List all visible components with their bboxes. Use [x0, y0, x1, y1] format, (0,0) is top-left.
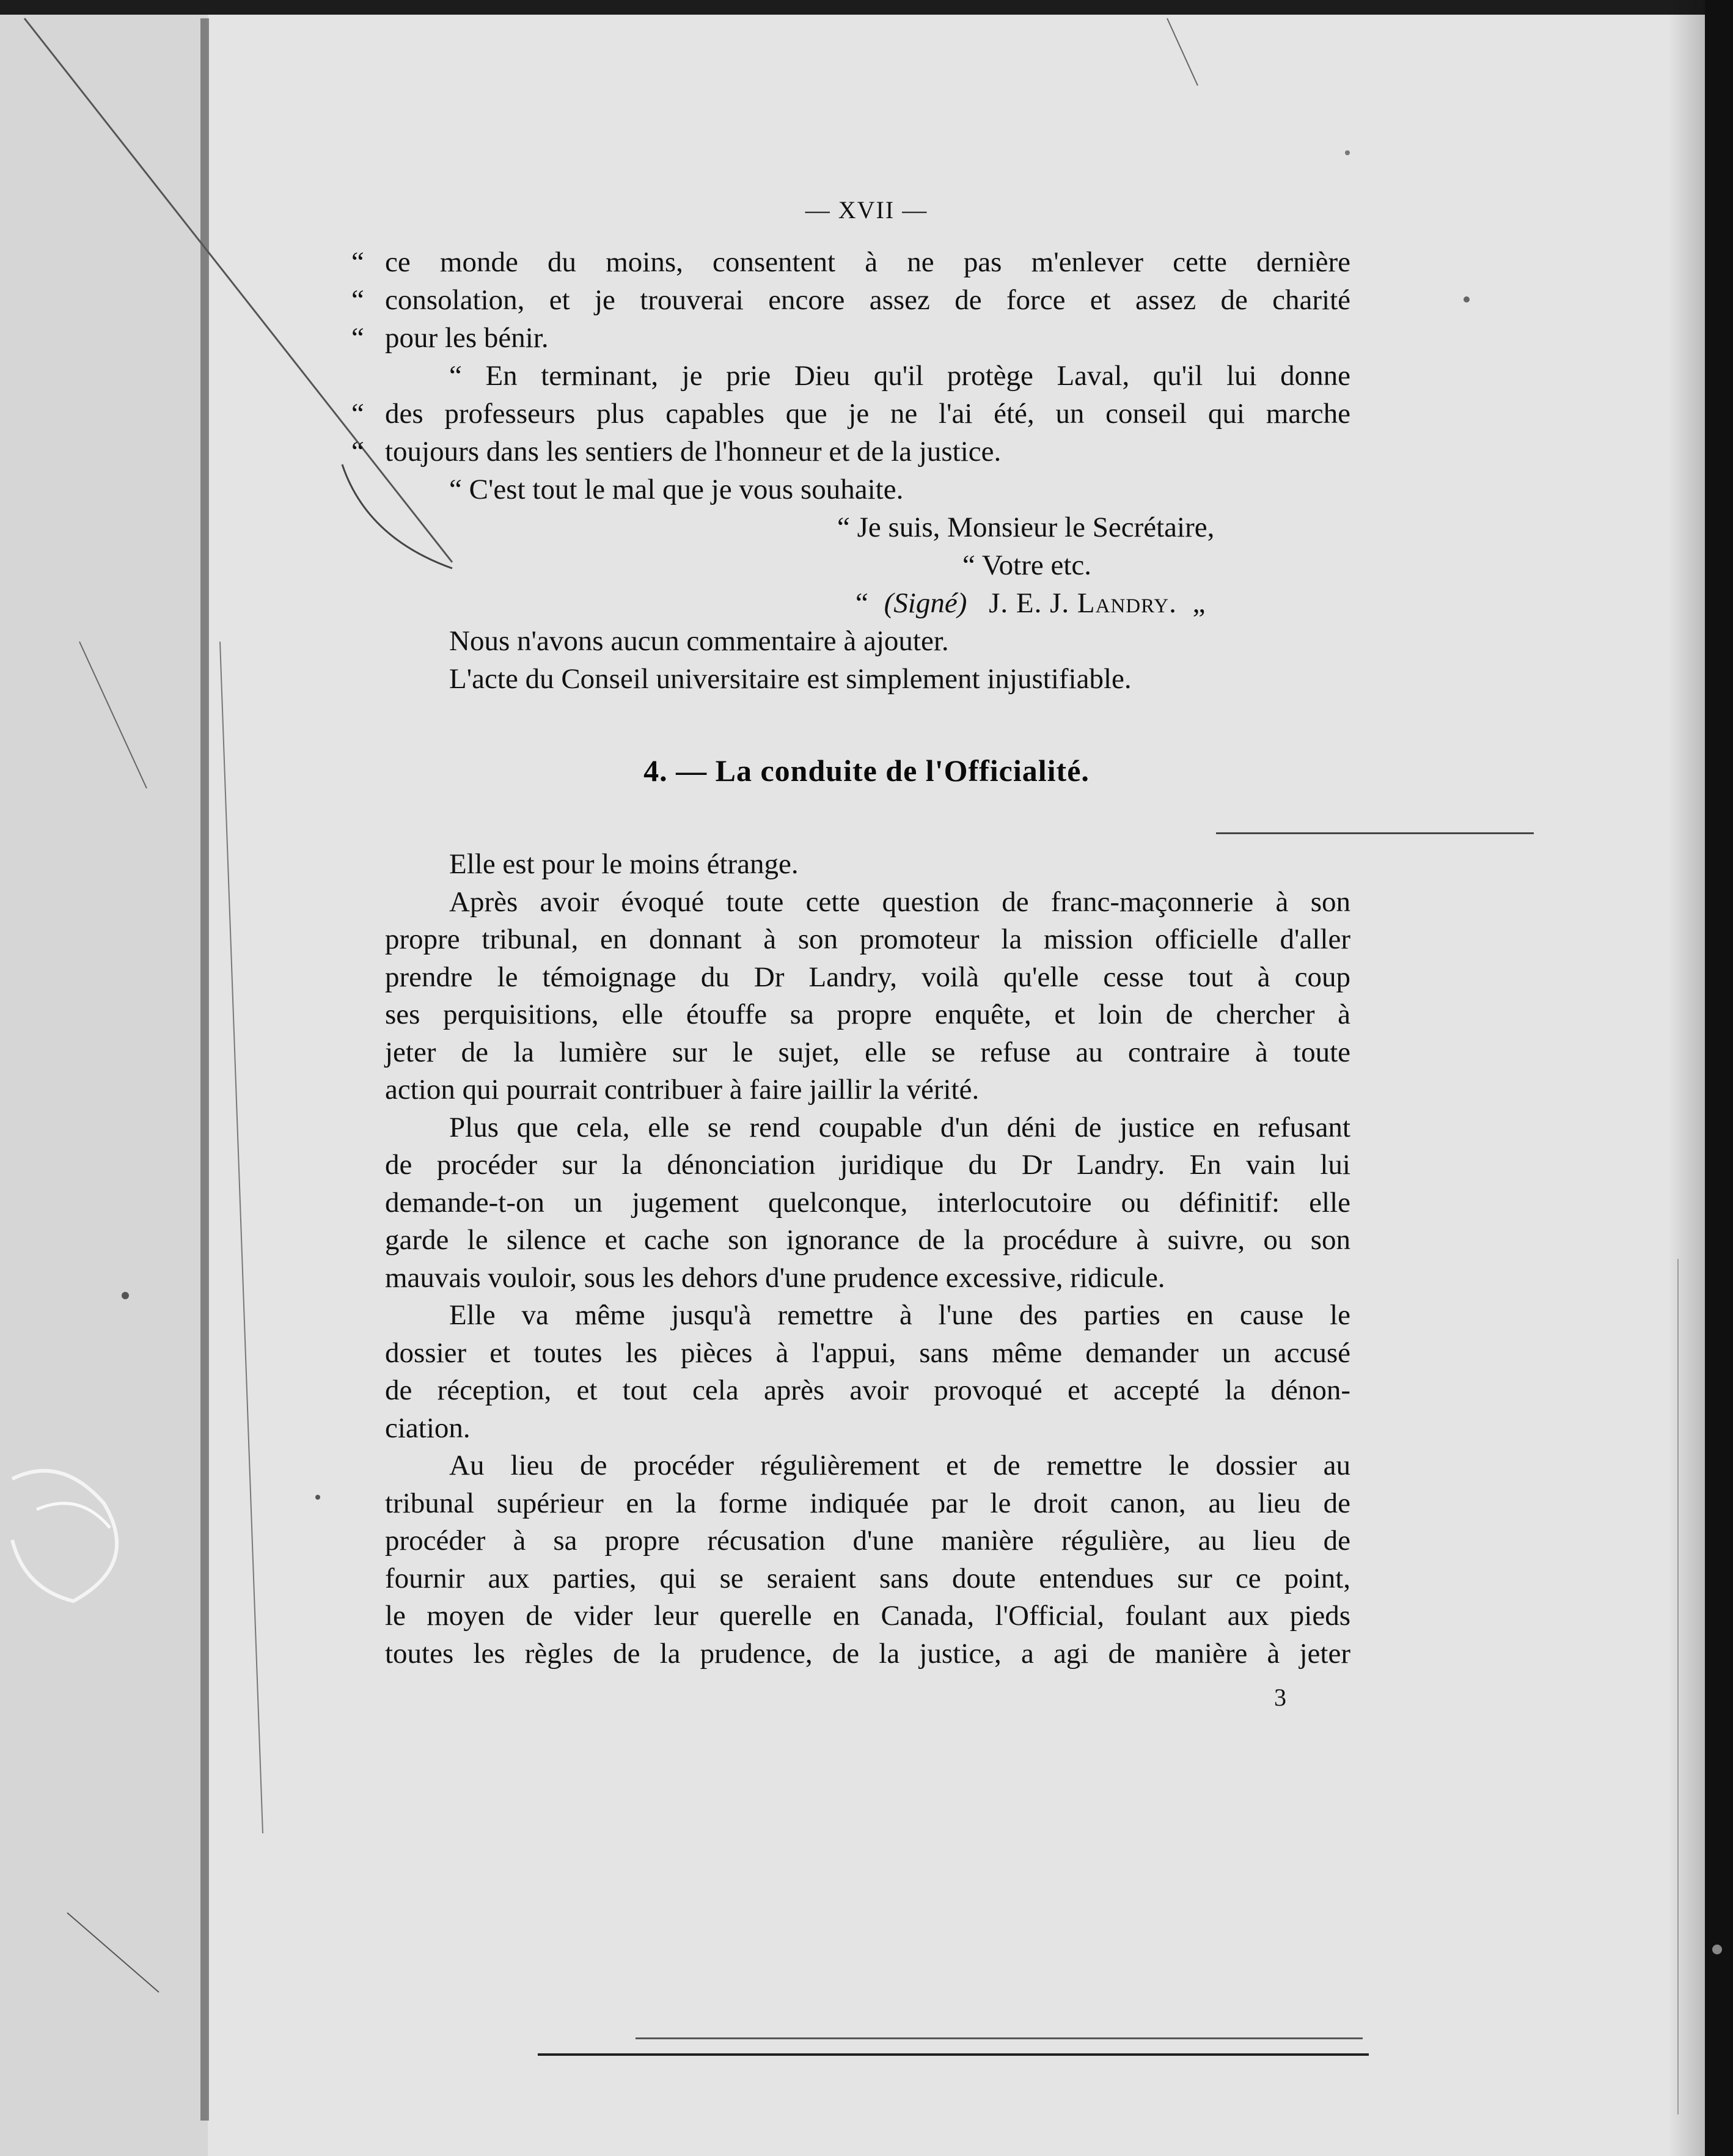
comment-line-2: L'acte du Conseil universitaire est simplement injustifiable.: [449, 663, 1132, 695]
letter-paragraph-3: “ C'est tout le mal que je vous souhaite.: [449, 474, 904, 505]
body-line: dossier et toutes les pièces à l'appui, sans même demander un accusé: [385, 1336, 1350, 1369]
page-number: 3: [1274, 1684, 1286, 1711]
letter-paragraph-2: [351, 357, 1350, 471]
body-line: jeter de la lumière sur le sujet, elle se refuse au contraire à toute: [385, 1036, 1350, 1068]
section-title: 4. — La conduite de l'Officialité.: [643, 754, 1090, 788]
body-line: procéder à sa propre récusation d'une manière régulière, au lieu de: [385, 1525, 1350, 1557]
body-line: ses perquisitions, elle étouffe sa propre enquête, et loin de chercher à: [385, 999, 1350, 1030]
body-line: le moyen de vider leur querelle en Canada, l'Official, foulant aux pieds: [385, 1600, 1350, 1632]
body-line: de réception, et tout cela après avoir provoqué et accepté la dénon-: [385, 1374, 1350, 1406]
signature-suffix: „: [1192, 587, 1206, 619]
letter-line: “ toujours dans les sentiers de l'honneur et de la justice.: [351, 436, 1002, 468]
letter-closing-1: “ Je suis, Monsieur le Secrétaire,: [837, 512, 1215, 543]
letter-line: “ pour les bénir.: [351, 322, 549, 354]
body-line: action qui pourrait contribuer à faire jaillir la vérité.: [385, 1074, 980, 1106]
body-line: Après avoir évoqué toute cette question de franc-maçonnerie à son: [449, 886, 1350, 918]
signature-signe: (Signé): [884, 587, 967, 619]
paragraph-3: [385, 1109, 1350, 1297]
signature-prefix: “: [856, 587, 868, 619]
body-line: propre tribunal, en donnant à son promoteur la mission officielle d'aller: [385, 923, 1350, 955]
paragraph-2: [385, 884, 1350, 1109]
body-line: ciation.: [385, 1412, 471, 1444]
page-header: — XVII —: [805, 196, 928, 224]
letter-line: “ En terminant, je prie Dieu qu'il protège Laval, qu'il lui donne: [449, 360, 1350, 392]
paragraph-4: [385, 1297, 1350, 1447]
letter-signature: [856, 584, 1206, 622]
letter-closing-2: “ Votre etc.: [962, 549, 1091, 581]
body-line: Elle va même jusqu'à remettre à l'une des parties en cause le: [449, 1299, 1350, 1331]
body-line: garde le silence et cache son ignorance de la procédure à suivre, ou son: [385, 1224, 1350, 1256]
body-text: [385, 846, 1350, 1673]
letter-line: “ ce monde du moins, consentent à ne pas m'enlever cette dernière: [351, 246, 1350, 278]
paragraph-1: [385, 846, 1350, 884]
body-line: demande-t-on un jugement quelconque, interlocutoire ou définitif: elle: [385, 1186, 1350, 1219]
body-line: Au lieu de procéder régulièrement et de remettre le dossier au: [449, 1450, 1350, 1481]
comment-line-1: Nous n'avons aucun commentaire à ajouter.: [449, 625, 949, 657]
paragraph-5: [385, 1447, 1350, 1673]
body-line: fournir aux parties, qui se seraient sans doute entendues sur ce point,: [385, 1562, 1350, 1594]
body-line: prendre le témoignage du Dr Landry, voilà qu'elle cesse tout à coup: [385, 961, 1350, 993]
signature-name: J. E. J. Landry.: [989, 587, 1177, 619]
body-line: de procéder sur la dénonciation juridique du Dr Landry. En vain lui: [385, 1149, 1350, 1181]
letter-line: “ consolation, et je trouverai encore assez de force et assez de charité: [351, 284, 1350, 316]
body-line: tribunal supérieur en la forme indiquée par le droit canon, au lieu de: [385, 1487, 1350, 1519]
letter-line: “ des professeurs plus capables que je ne l'ai été, un conseil qui marche: [351, 398, 1350, 430]
body-line: Plus que cela, elle se rend coupable d'un déni de justice en refusant: [449, 1111, 1350, 1143]
body-line: Elle est pour le moins étrange.: [449, 848, 799, 880]
body-line: mauvais vouloir, sous les dehors d'une prudence excessive, ridicule.: [385, 1261, 1165, 1294]
letter-paragraph-1: [351, 243, 1350, 357]
body-line: toutes les règles de la prudence, de la justice, a agi de manière à jeter: [385, 1637, 1350, 1670]
